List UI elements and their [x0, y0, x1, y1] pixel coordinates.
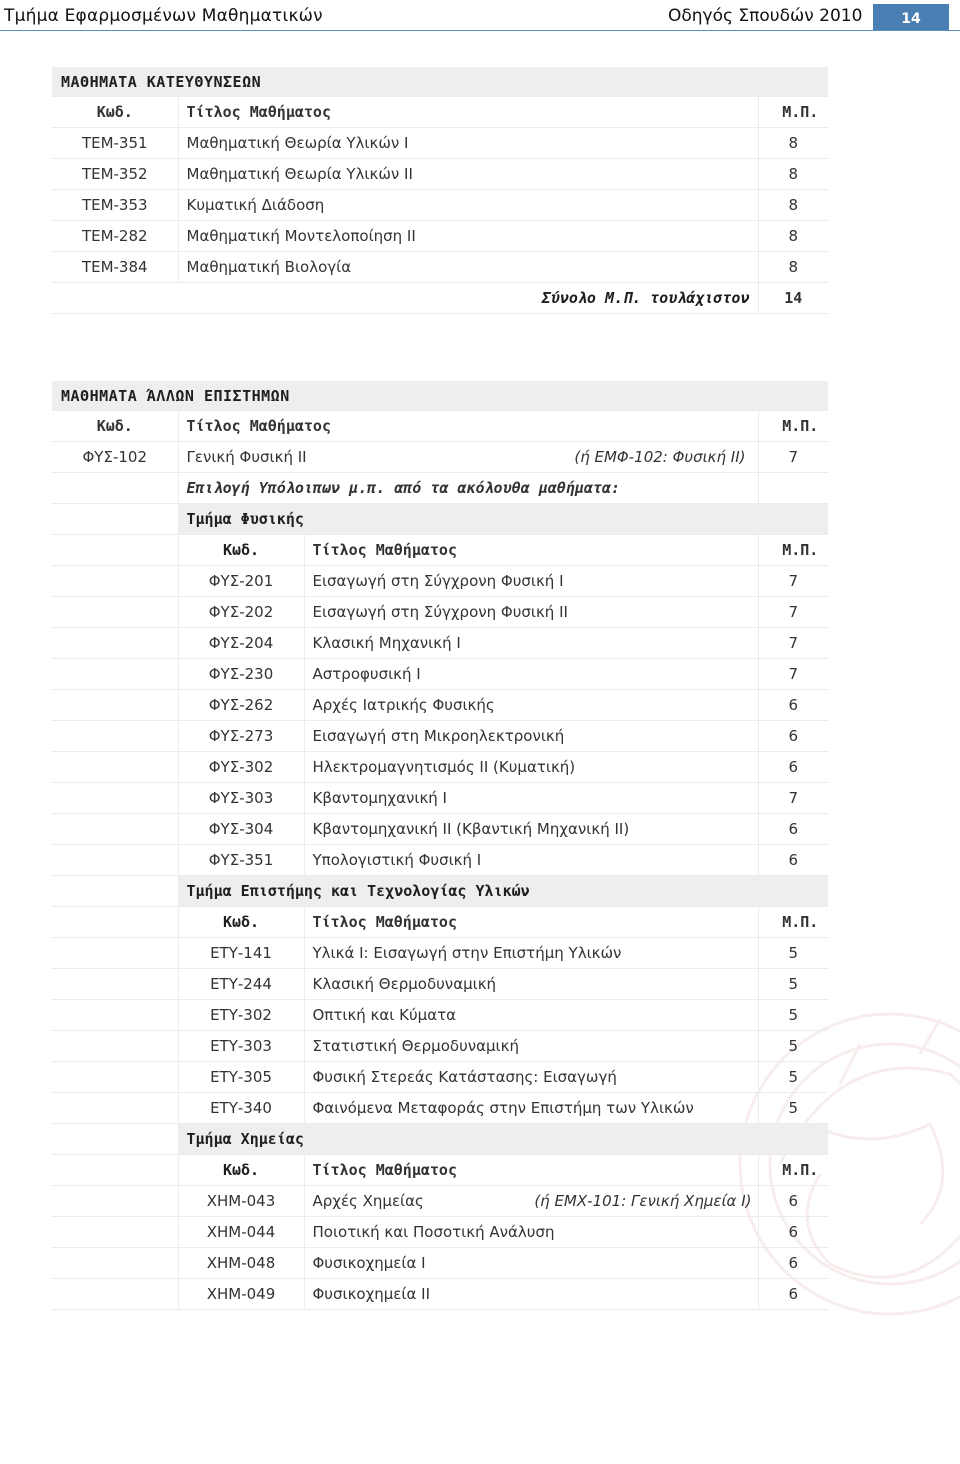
table-row	[52, 566, 828, 597]
col-header-mp: Μ.Π.	[758, 411, 828, 442]
course-title: Αστροφυσική Ι	[304, 659, 758, 690]
blank-cell	[758, 473, 828, 504]
course-mp: 7	[758, 566, 828, 597]
blank-cell	[52, 907, 178, 938]
course-title: Κβαντομηχανική Ι	[304, 783, 758, 814]
blank-cell	[52, 845, 178, 876]
course-mp: 6	[758, 690, 828, 721]
sub-header-row	[52, 907, 828, 938]
course-title: Εισαγωγή στη Σύγχρονη Φυσική ΙΙ	[304, 597, 758, 628]
col-header-mp: Μ.Π.	[758, 535, 828, 566]
course-title: Φυσικοχημεία ΙΙ	[304, 1279, 758, 1310]
blank-cell	[52, 721, 178, 752]
section-title: ΜΑΘΗΜΑΤΑ ΚΑΤΕΥΘΥΝΣΕΩΝ	[52, 67, 828, 97]
blank-cell	[52, 1248, 178, 1279]
col-header-title: Τίτλος Μαθήματος	[178, 97, 758, 128]
course-code: ΕΤΥ-340	[178, 1093, 304, 1124]
course-mp: 7	[758, 659, 828, 690]
sub-header-row	[52, 535, 828, 566]
blank-cell	[52, 938, 178, 969]
col-header-code: Κωδ.	[52, 411, 178, 442]
table-row	[52, 128, 828, 159]
course-title: Αρχές Ιατρικής Φυσικής	[304, 690, 758, 721]
course-mp: 6	[758, 721, 828, 752]
course-mp: 8	[758, 190, 828, 221]
blank-cell	[52, 1279, 178, 1310]
table-row	[52, 159, 828, 190]
course-mp: 6	[758, 1279, 828, 1310]
col-header-code: Κωδ.	[178, 907, 304, 938]
course-code: ΧΗΜ-044	[178, 1217, 304, 1248]
course-mp: 7	[758, 628, 828, 659]
course-code: ΤΕΜ-353	[52, 190, 178, 221]
course-code: ΧΗΜ-043	[178, 1186, 304, 1217]
course-code: ΕΤΥ-303	[178, 1031, 304, 1062]
course-title: Κλασική Μηχανική Ι	[304, 628, 758, 659]
table-other-sciences	[52, 381, 828, 1310]
course-mp: 5	[758, 1062, 828, 1093]
course-mp: 6	[758, 1248, 828, 1279]
col-header-mp: Μ.Π.	[758, 907, 828, 938]
table-row	[52, 721, 828, 752]
blank-cell	[52, 690, 178, 721]
course-mp: 7	[758, 783, 828, 814]
course-code: ΧΗΜ-049	[178, 1279, 304, 1310]
course-code: ΕΤΥ-141	[178, 938, 304, 969]
course-title: Ποιοτική και Ποσοτική Ανάλυση	[304, 1217, 758, 1248]
table-row	[52, 190, 828, 221]
dept-row	[52, 1124, 828, 1155]
course-title: Στατιστική Θερμοδυναμική	[304, 1031, 758, 1062]
course-mp: 5	[758, 938, 828, 969]
blank-cell	[52, 969, 178, 1000]
dept-title-physics: Τμήμα Φυσικής	[178, 504, 828, 535]
course-title: Φαινόμενα Μεταφοράς στην Επιστήμη των Υλικών	[304, 1093, 758, 1124]
blank-cell	[52, 1093, 178, 1124]
table-row	[52, 1217, 828, 1248]
course-title: Κβαντομηχανική ΙΙ (Κβαντική Μηχανική ΙΙ)	[304, 814, 758, 845]
table-row	[52, 597, 828, 628]
blank-cell	[52, 1124, 178, 1155]
course-code: ΦΥΣ-351	[178, 845, 304, 876]
course-title: Υπολογιστική Φυσική Ι	[304, 845, 758, 876]
course-title: Οπτική και Κύματα	[304, 1000, 758, 1031]
table-row	[52, 1093, 828, 1124]
blank-cell	[52, 783, 178, 814]
table-row	[52, 752, 828, 783]
blank-cell	[52, 814, 178, 845]
course-code: ΤΕΜ-351	[52, 128, 178, 159]
course-title: Μαθηματική Θεωρία Υλικών Ι	[178, 128, 758, 159]
course-mp: 6	[758, 845, 828, 876]
course-title: Υλικά Ι: Εισαγωγή στην Επιστήμη Υλικών	[304, 938, 758, 969]
blank-cell	[52, 1217, 178, 1248]
sub-header-row	[52, 1155, 828, 1186]
dept-row	[52, 504, 828, 535]
page-number: 14	[873, 4, 949, 30]
course-code: ΤΕΜ-384	[52, 252, 178, 283]
blank-cell	[52, 566, 178, 597]
total-label: Σύνολο Μ.Π. τουλάχιστον	[52, 283, 758, 314]
section-title: ΜΑΘΗΜΑΤΑ ΆΛΛΩΝ ΕΠΙΣΤΗΜΩΝ	[52, 381, 828, 411]
blank-cell	[52, 659, 178, 690]
blank-cell	[52, 1031, 178, 1062]
course-code: ΕΤΥ-302	[178, 1000, 304, 1031]
table-row	[52, 845, 828, 876]
course-mp: 7	[758, 597, 828, 628]
course-title: Κλασική Θερμοδυναμική	[304, 969, 758, 1000]
course-title	[178, 442, 758, 473]
choose-label: Επιλογή Υπόλοιπων μ.π. από τα ακόλουθα μαθήματα:	[178, 473, 758, 504]
course-title: Φυσική Στερεάς Κατάστασης: Εισαγωγή	[304, 1062, 758, 1093]
course-title: Ηλεκτρομαγνητισμός ΙΙ (Κυματική)	[304, 752, 758, 783]
header-divider	[0, 30, 960, 31]
total-value: 14	[758, 283, 828, 314]
course-note: (ή ΕΜΧ-101: Γενική Χημεία Ι)	[534, 1192, 752, 1210]
col-header-title: Τίτλος Μαθήματος	[304, 907, 758, 938]
col-header-mp: Μ.Π.	[758, 97, 828, 128]
course-title-text: Γενική Φυσική ΙΙ	[186, 448, 307, 466]
blank-cell	[52, 752, 178, 783]
dept-title-materials: Τμήμα Επιστήμης και Τεχνολογίας Υλικών	[178, 876, 828, 907]
department-title: Τμήμα Εφαρμοσμένων Μαθηματικών	[4, 6, 323, 26]
course-mp: 6	[758, 1217, 828, 1248]
table-row	[52, 1062, 828, 1093]
table-row	[52, 659, 828, 690]
table-row	[52, 1248, 828, 1279]
course-mp: 6	[758, 814, 828, 845]
course-title	[304, 1186, 758, 1217]
course-mp: 5	[758, 1093, 828, 1124]
course-code: ΦΥΣ-202	[178, 597, 304, 628]
course-code: ΦΥΣ-303	[178, 783, 304, 814]
total-row	[52, 283, 828, 314]
col-header-code: Κωδ.	[52, 97, 178, 128]
course-code: ΕΤΥ-305	[178, 1062, 304, 1093]
course-mp: 8	[758, 252, 828, 283]
course-code: ΦΥΣ-201	[178, 566, 304, 597]
blank-cell	[52, 628, 178, 659]
table-row	[52, 1000, 828, 1031]
blank-cell	[52, 504, 178, 535]
col-header-code: Κωδ.	[178, 1155, 304, 1186]
blank-cell	[52, 597, 178, 628]
blank-cell	[52, 1062, 178, 1093]
course-title: Μαθηματική Θεωρία Υλικών ΙΙ	[178, 159, 758, 190]
course-title: Μαθηματική Βιολογία	[178, 252, 758, 283]
course-mp: 8	[758, 221, 828, 252]
course-title-text: Αρχές Χημείας	[312, 1192, 424, 1210]
course-mp: 5	[758, 1000, 828, 1031]
course-mp: 7	[758, 442, 828, 473]
col-header-code: Κωδ.	[178, 535, 304, 566]
course-code: ΦΥΣ-304	[178, 814, 304, 845]
col-header-title: Τίτλος Μαθήματος	[304, 1155, 758, 1186]
course-code: ΧΗΜ-048	[178, 1248, 304, 1279]
course-code: ΦΥΣ-102	[52, 442, 178, 473]
blank-cell	[52, 535, 178, 566]
table-row	[52, 442, 828, 473]
course-mp: 8	[758, 159, 828, 190]
course-title: Εισαγωγή στη Μικροηλεκτρονική	[304, 721, 758, 752]
course-mp: 8	[758, 128, 828, 159]
course-title: Εισαγωγή στη Σύγχρονη Φυσική Ι	[304, 566, 758, 597]
course-code: ΦΥΣ-302	[178, 752, 304, 783]
course-code: ΤΕΜ-352	[52, 159, 178, 190]
course-mp: 6	[758, 752, 828, 783]
table-row	[52, 1186, 828, 1217]
table-row	[52, 1279, 828, 1310]
course-title: Κυματική Διάδοση	[178, 190, 758, 221]
course-note: (ή ΕΜΦ-102: Φυσική ΙΙ)	[574, 448, 746, 466]
course-mp: 6	[758, 1186, 828, 1217]
table-row	[52, 1031, 828, 1062]
guide-title: Οδηγός Σπουδών 2010	[668, 6, 863, 26]
blank-cell	[52, 1186, 178, 1217]
col-header-mp: Μ.Π.	[758, 1155, 828, 1186]
blank-cell	[52, 473, 178, 504]
course-code: ΦΥΣ-230	[178, 659, 304, 690]
course-mp: 5	[758, 1031, 828, 1062]
blank-cell	[52, 1000, 178, 1031]
course-code: ΦΥΣ-262	[178, 690, 304, 721]
table-row	[52, 221, 828, 252]
dept-title-chemistry: Τμήμα Χημείας	[178, 1124, 828, 1155]
course-title: Φυσικοχημεία Ι	[304, 1248, 758, 1279]
table-row	[52, 252, 828, 283]
col-header-title: Τίτλος Μαθήματος	[178, 411, 758, 442]
blank-cell	[52, 876, 178, 907]
table-row	[52, 690, 828, 721]
table-row	[52, 969, 828, 1000]
course-code: ΕΤΥ-244	[178, 969, 304, 1000]
col-header-title: Τίτλος Μαθήματος	[304, 535, 758, 566]
course-code: ΤΕΜ-282	[52, 221, 178, 252]
table-row	[52, 938, 828, 969]
table-direction-courses	[52, 67, 828, 314]
table-row	[52, 814, 828, 845]
dept-row	[52, 876, 828, 907]
course-code: ΦΥΣ-204	[178, 628, 304, 659]
table-row	[52, 628, 828, 659]
choose-row	[52, 473, 828, 504]
course-code: ΦΥΣ-273	[178, 721, 304, 752]
blank-cell	[52, 1155, 178, 1186]
course-mp: 5	[758, 969, 828, 1000]
course-title: Μαθηματική Μοντελοποίηση ΙΙ	[178, 221, 758, 252]
table-row	[52, 783, 828, 814]
